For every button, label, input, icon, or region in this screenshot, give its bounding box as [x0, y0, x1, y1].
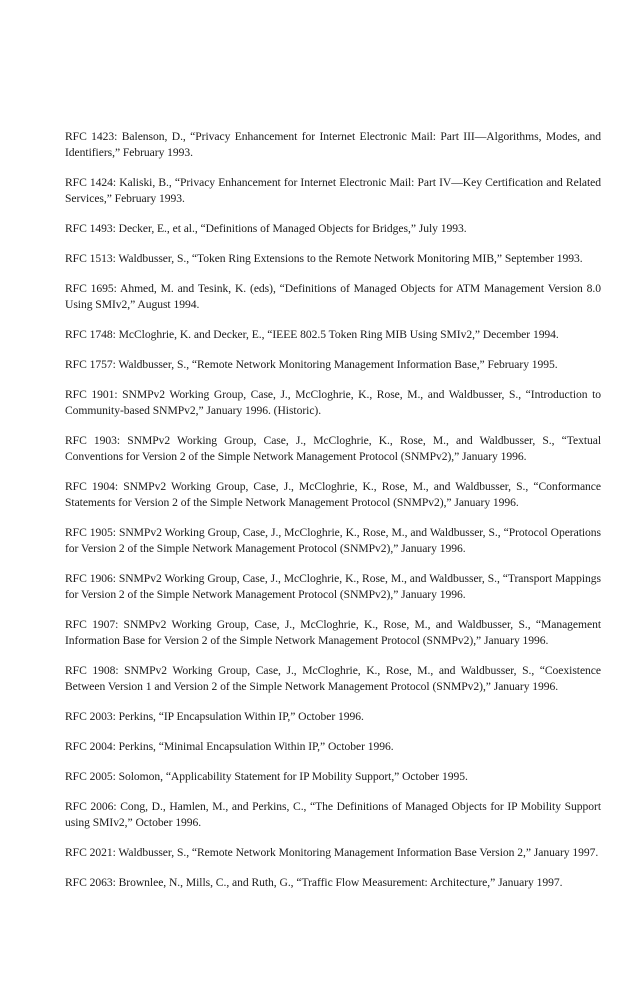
reference-rfc-1757: RFC 1757: Waldbusser, S., “Remote Network Monitoring Management Information Base,” February 1995. — [65, 358, 558, 371]
reference-rfc-2063: RFC 2063: Brownlee, N., Mills, C., and Ruth, G., “Traffic Flow Measurement: Architecture,” January 1997. — [65, 876, 563, 889]
reference-rfc-1903: RFC 1903: SNMPv2 Working Group, Case, J., McCloghrie, K., Rose, M., and Waldbusser, S., “Textual Conventions for Version 2 of the Simple Network Management Protocol (SNMPv2),” January 1996. — [65, 434, 601, 463]
reference-rfc-1908: RFC 1908: SNMPv2 Working Group, Case, J., McCloghrie, K., Rose, M., and Waldbusser, S., “Coexistence Between Version 1 and Version 2 of the Simple Network Management Protocol (SNMPv2),” January 1996. — [65, 664, 601, 693]
reference-rfc-2006: RFC 2006: Cong, D., Hamlen, M., and Perkins, C., “The Definitions of Managed Objects for IP Mobility Support using SMIv2,” October 1996. — [65, 800, 601, 829]
reference-rfc-1695: RFC 1695: Ahmed, M. and Tesink, K. (eds), “Definitions of Managed Objects for ATM Management Version 8.0 Using SMIv2,” August 1994. — [65, 282, 601, 311]
reference-rfc-2021: RFC 2021: Waldbusser, S., “Remote Network Monitoring Management Information Base Version 2,” January 1997. — [65, 846, 599, 859]
reference-rfc-1424: RFC 1424: Kaliski, B., “Privacy Enhancement for Internet Electronic Mail: Part IV—Key Certification and Related Services,” February 1993. — [65, 176, 601, 205]
reference-rfc-1493: RFC 1493: Decker, E., et al., “Definitions of Managed Objects for Bridges,” July 1993. — [65, 222, 467, 235]
reference-rfc-1901: RFC 1901: SNMPv2 Working Group, Case, J., McCloghrie, K., Rose, M., and Waldbusser, S., “Introduction to Community-based SNMPv2,” January 1996. (Historic). — [65, 388, 601, 417]
reference-rfc-1748: RFC 1748: McCloghrie, K. and Decker, E., “IEEE 802.5 Token Ring MIB Using SMIv2,” December 1994. — [65, 328, 559, 341]
reference-rfc-1423: RFC 1423: Balenson, D., “Privacy Enhancement for Internet Electronic Mail: Part III—Algorithms, Modes, and Identifiers,” February 1993. — [65, 130, 601, 159]
reference-list — [65, 129, 601, 905]
reference-rfc-1905: RFC 1905: SNMPv2 Working Group, Case, J., McCloghrie, K., Rose, M., and Waldbusser, S., “Protocol Operations for Version 2 of the Simple Network Management Protocol (SNMPv2),” January 1996. — [65, 526, 601, 555]
reference-rfc-2003: RFC 2003: Perkins, “IP Encapsulation Within IP,” October 1996. — [65, 710, 364, 723]
reference-rfc-2005: RFC 2005: Solomon, “Applicability Statement for IP Mobility Support,” October 1995. — [65, 770, 468, 783]
reference-rfc-2004: RFC 2004: Perkins, “Minimal Encapsulation Within IP,” October 1996. — [65, 740, 394, 753]
reference-rfc-1907: RFC 1907: SNMPv2 Working Group, Case, J., McCloghrie, K., Rose, M., and Waldbusser, S., “Management Information Base for Version 2 of the Simple Network Management Protocol (SNMPv2),” January 1996. — [65, 618, 601, 647]
reference-rfc-1904: RFC 1904: SNMPv2 Working Group, Case, J., McCloghrie, K., Rose, M., and Waldbusser, S., “Conformance Statements for Version 2 of the Simple Network Management Protocol (SNMPv2),” January 1996. — [65, 480, 601, 509]
reference-rfc-1513: RFC 1513: Waldbusser, S., “Token Ring Extensions to the Remote Network Monitoring MIB,” September 1993. — [65, 252, 583, 265]
reference-rfc-1906: RFC 1906: SNMPv2 Working Group, Case, J., McCloghrie, K., Rose, M., and Waldbusser, S., “Transport Mappings for Version 2 of the Simple Network Management Protocol (SNMPv2),” January 1996. — [65, 572, 601, 601]
